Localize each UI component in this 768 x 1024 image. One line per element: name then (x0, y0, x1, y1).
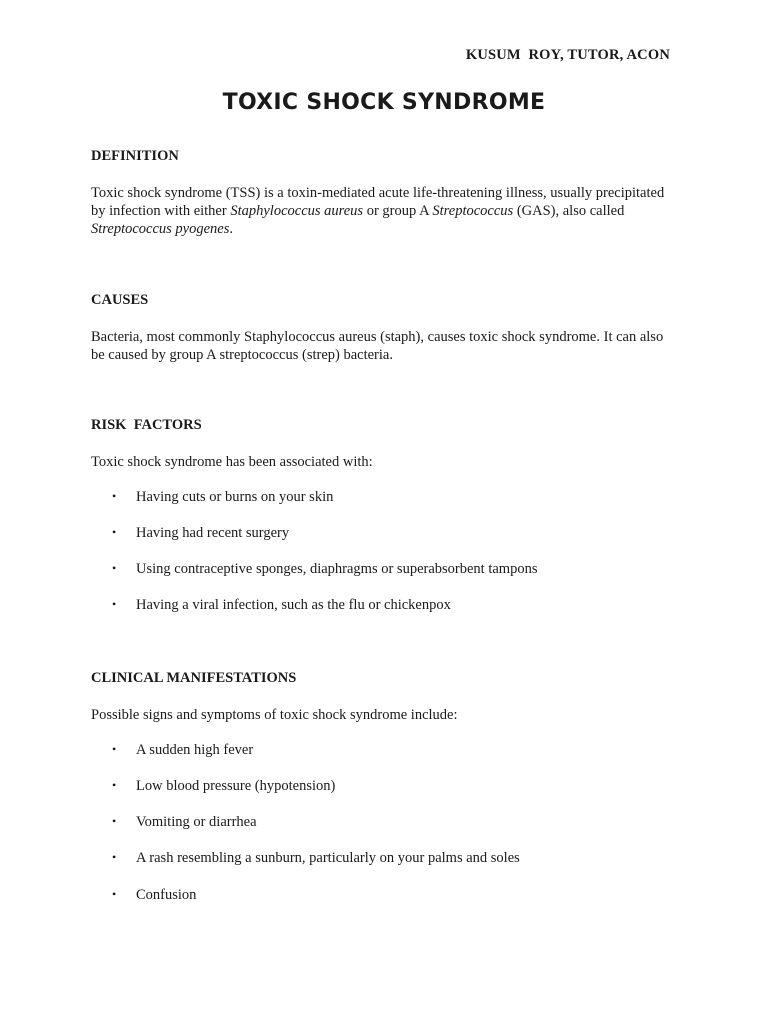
definition-organism-2: Streptococcus (432, 203, 514, 219)
definition-organism-1: Staphylococcus aureus (230, 203, 364, 219)
list-item (112, 489, 333, 506)
definition-text-2: or group A (363, 203, 433, 219)
bullet-glyph: • (112, 525, 117, 539)
clinical-manifestations-heading: CLINICAL MANIFESTATIONS (91, 670, 297, 686)
list-item-text: A sudden high fever (136, 742, 254, 758)
list-item-text: Having had recent surgery (136, 525, 290, 541)
list-item-text: Having a viral infection, such as the flu or chickenpox (136, 597, 451, 613)
list-item-text: Confusion (136, 887, 197, 903)
list-item-text: A rash resembling a sunburn, particularly on your palms and soles (136, 850, 520, 866)
list-item-text: Vomiting or diarrhea (136, 814, 257, 830)
bullet-glyph: • (112, 814, 117, 828)
list-item-text: Having cuts or burns on your skin (136, 489, 334, 505)
bullet-glyph: • (112, 742, 117, 756)
definition-paragraph (91, 184, 671, 238)
list-item (112, 850, 520, 867)
list-item (112, 814, 257, 831)
author-line: KUSUM ROY, TUTOR, ACON (465, 47, 670, 63)
bullet-glyph: • (112, 778, 117, 792)
bullet-glyph: • (112, 887, 117, 901)
definition-text-4: . (229, 221, 233, 237)
definition-text-3: (GAS), also called (513, 203, 625, 219)
list-item-text: Using contraceptive sponges, diaphragms or superabsorbent tampons (136, 561, 538, 577)
risk-factors-heading: RISK FACTORS (91, 417, 202, 433)
causes-paragraph: Bacteria, most commonly Staphylococcus aureus (staph), causes toxic shock syndrome. It can also be caused by group A streptococcus (strep) bacteria. (91, 329, 664, 363)
clinical-manifestations-intro: Possible signs and symptoms of toxic shock syndrome include: (91, 707, 458, 723)
list-item (112, 742, 253, 759)
document-title: TOXIC SHOCK SYNDROME (222, 90, 546, 115)
definition-text-1: Toxic shock syndrome (TSS) is a toxin-mediated acute life-threatening illness, usually precipitated by infection with either (91, 185, 665, 219)
definition-heading: DEFINITION (91, 148, 179, 164)
list-item-text: Low blood pressure (hypotension) (136, 778, 336, 794)
risk-factors-intro: Toxic shock syndrome has been associated with: (91, 454, 373, 470)
list-item (112, 778, 335, 795)
causes-heading: CAUSES (91, 292, 149, 308)
bullet-glyph: • (112, 597, 117, 611)
bullet-glyph: • (112, 489, 117, 503)
list-item (112, 887, 196, 904)
definition-organism-3: Streptococcus pyogenes (91, 221, 230, 237)
bullet-glyph: • (112, 561, 117, 575)
bullet-glyph: • (112, 850, 117, 864)
list-item (112, 561, 537, 578)
list-item (112, 597, 451, 614)
list-item (112, 525, 289, 542)
